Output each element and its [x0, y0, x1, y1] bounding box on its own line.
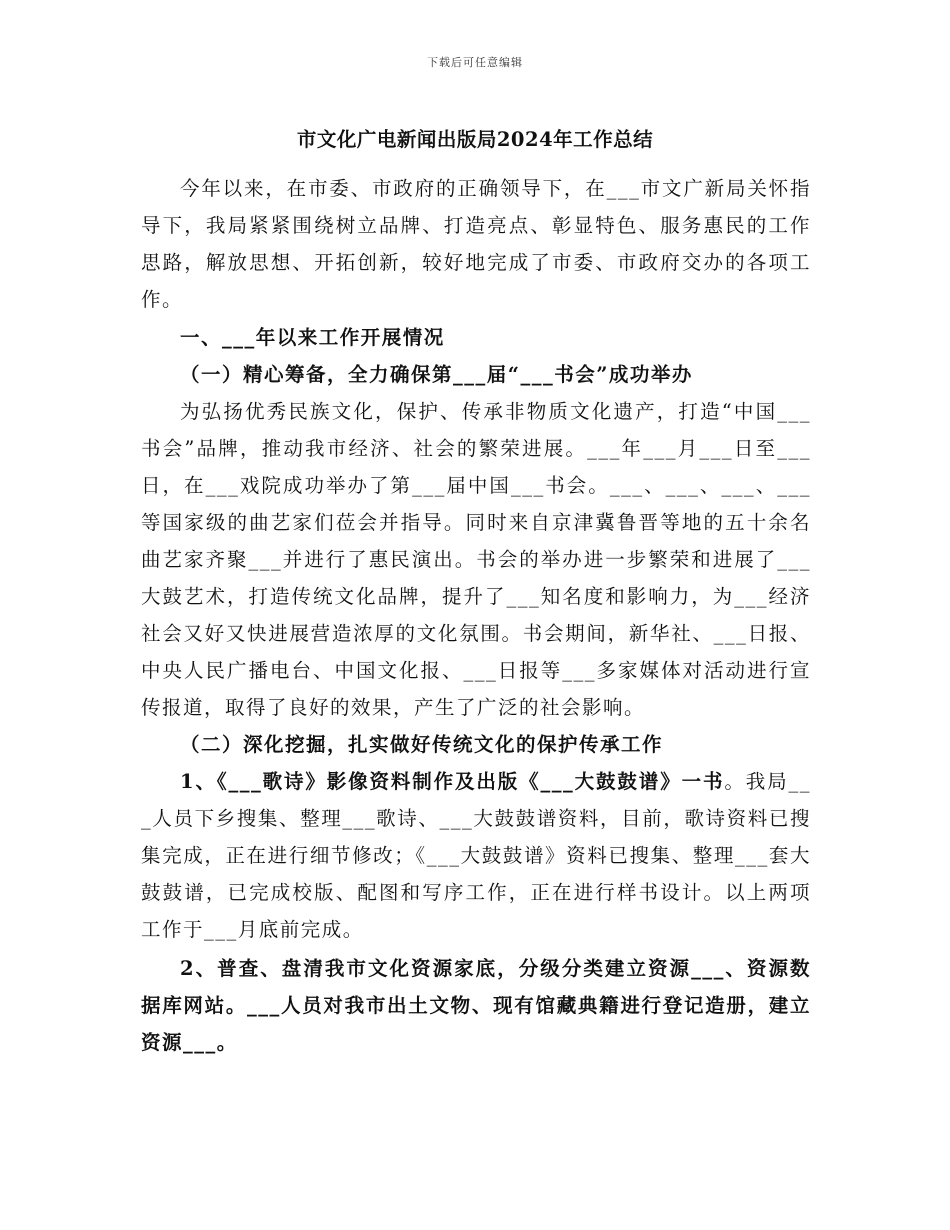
document-body	[141, 170, 811, 1061]
item-1-body: 。我局___人员下乡搜集、整理___歌诗、___大鼓鼓谱资料，目前，歌诗资料已搜集完成，正在进行细节修改；《___大鼓鼓谱》资料已搜集、整理___套大鼓鼓谱，已完成校版、配图和写序工作，正在进行样书设计。以上两项工作于___月底前完成。	[141, 770, 811, 941]
section-heading-1: 一、___年以来工作开展情况	[180, 326, 445, 349]
item-1-paragraph	[141, 763, 811, 948]
item-1-heading: 1、《___歌诗》影像资料制作及出版《___大鼓鼓谱》一书	[180, 770, 725, 793]
header-note: 下载后可任意编辑	[427, 56, 523, 69]
document-title: 市文化广电新闻出版局2024年工作总结	[296, 128, 654, 151]
subsection-1-paragraph: 为弘扬优秀民族文化，保护、传承非物质文化遗产，打造“中国___书会”品牌，推动我市经济、社会的繁荣进展。___年___月___日至___日，在___戏院成功举办了第___届中国___书会。___、___、___、___等国家级的曲艺家们莅会并指导。同时来自京津冀鲁晋等地的五十余名曲艺家齐聚___并进行了惠民演出。书会的举办进一步繁荣和进展了___大鼓艺术，打造传统文化品牌，提升了___知名度和影响力，为___经济社会又好又快进展营造浓厚的文化氛围。书会期间，新华社、___日报、中央人民广播电台、中国文化报、___日报等___多家媒体对活动进行宣传报道，取得了良好的效果，产生了广泛的社会影响。	[141, 400, 811, 719]
intro-paragraph: 今年以来，在市委、市政府的正确领导下，在___市文广新局关怀指导下，我局紧紧围绕树立品牌、打造亮点、彰显特色、服务惠民的工作思路，解放思想、开拓创新，较好地完成了市委、市政府交办的各项工作。	[141, 177, 811, 311]
subsection-heading-2: （二）深化挖掘，扎实做好传统文化的保护传承工作	[180, 733, 664, 756]
subsection-heading-1: （一）精心筹备，全力确保第___届“___书会”成功举办	[180, 363, 693, 386]
item-2-paragraph: 2、普查、盘清我市文化资源家底，分级分类建立资源___、资源数据库网站。___人员对我市出土文物、现有馆藏典籍进行登记造册，建立资源___。	[141, 957, 811, 1054]
